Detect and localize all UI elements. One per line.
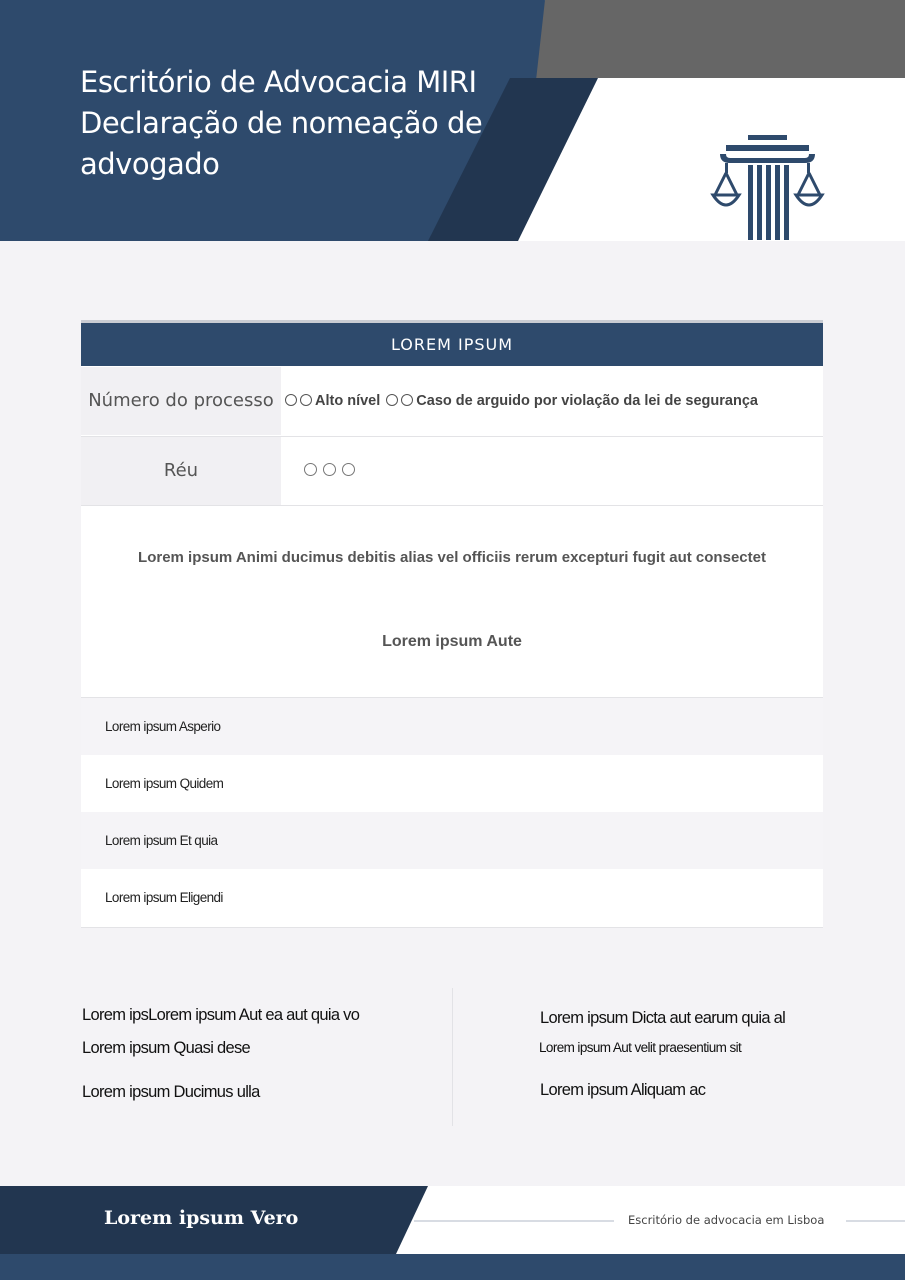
defendant-label: Réu [81,437,281,505]
radio-button[interactable] [386,394,398,406]
defendant-options [304,461,361,481]
right-text-3: Lorem ipsum Aliquam ac [540,1081,706,1099]
table-header: LOREM IPSUM [81,323,823,366]
title-line-1: Escritório de Advocacia MIRI [80,65,477,99]
list-item [81,755,823,812]
case-type-options [285,390,758,412]
list-item-label: Lorem ipsum Asperio [105,719,221,734]
table-bottom-border [81,927,823,928]
radio-button[interactable] [300,394,312,406]
list-item [81,698,823,755]
radio-button[interactable] [304,463,317,476]
radio-button[interactable] [342,463,355,476]
statement-text: Lorem ipsum Animi ducimus debitis alias vel officiis rerum excepturi fugit aut consectet [138,549,766,566]
left-text-3: Lorem ipsum Ducimus ulla [82,1083,260,1101]
footer-tagline: Escritório de advocacia em Lisboa [628,1213,825,1227]
document-title [80,62,500,185]
appointment-form-table [81,320,823,928]
scales-of-justice-pillar-icon [710,135,825,243]
radio-button[interactable] [285,394,297,406]
list-item-label: Lorem ipsum Quidem [105,776,224,791]
left-text-1: Lorem ipsLorem ipsum Aut ea aut quia vo [82,1006,360,1024]
list-item [81,869,823,926]
row-divider [81,505,823,506]
option-high-level: Alto nível [315,393,381,409]
title-line-2: Declaração de nomeação de [80,106,483,140]
footer-banner [0,1186,905,1280]
left-text-2: Lorem ipsum Quasi dese [82,1039,251,1057]
radio-button[interactable] [401,394,413,406]
right-text-1: Lorem ipsum Dicta aut earum quia al [540,1009,786,1027]
case-number-label: Número do processo [81,367,281,435]
right-text-2: Lorem ipsum Aut velit praesentium sit [539,1040,742,1055]
sub-statement-text: Lorem ipsum Aute [382,633,522,650]
list-item-label: Lorem ipsum Et quia [105,833,218,848]
column-divider [452,988,453,1126]
title-line-3: advogado [80,147,220,181]
list-item [81,812,823,869]
option-security-law-case: Caso de arguido por violação da lei de segurança [416,393,758,409]
radio-button[interactable] [323,463,336,476]
footer-name: Lorem ipsum Vero [104,1207,299,1229]
list-item-label: Lorem ipsum Eligendi [105,890,223,905]
